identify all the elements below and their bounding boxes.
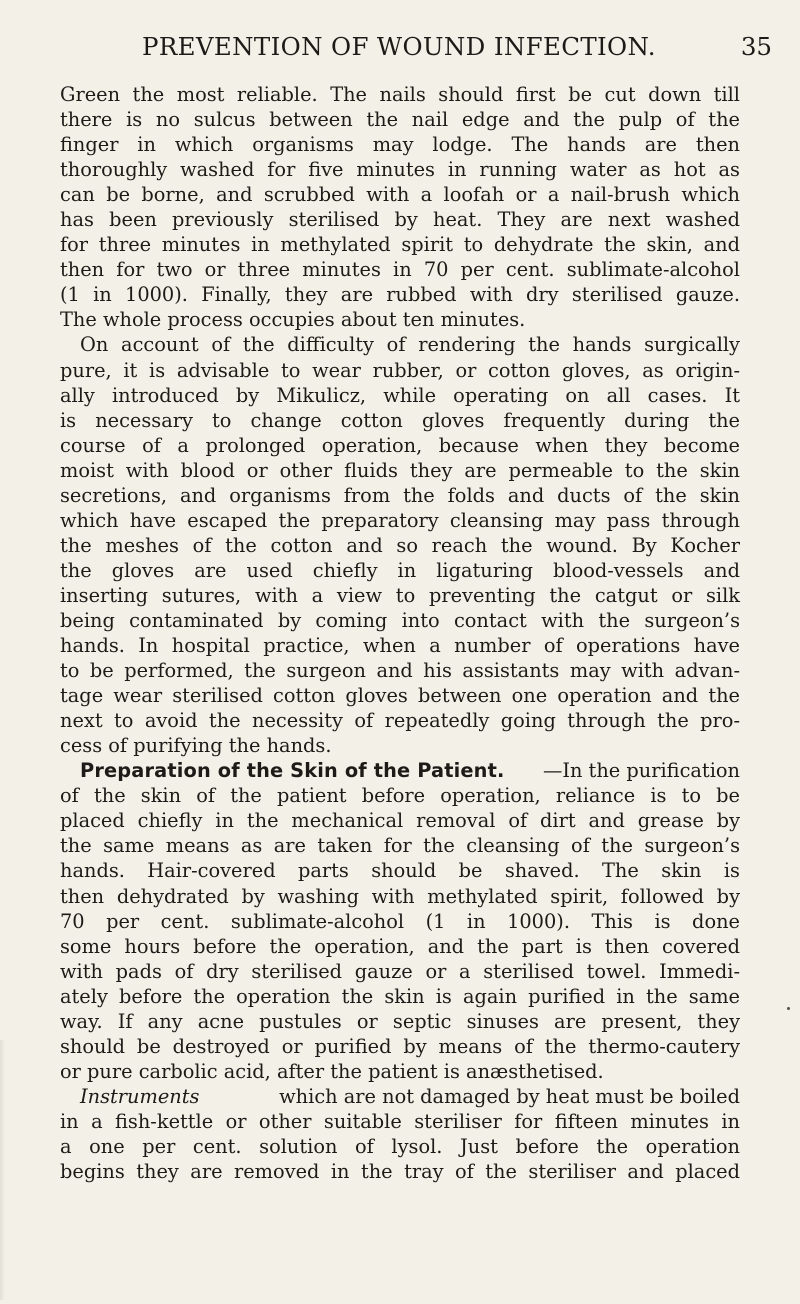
section-heading: Preparation of the Skin of the Patient. <box>80 759 505 783</box>
text-line: Green the most reliable. The nails should first be cut down till <box>60 83 740 106</box>
text-line: should be destroyed or purified by means of the thermo-cautery <box>60 1034 740 1058</box>
text-line: inserting sutures, with a view to preventing the catgut or silk <box>60 583 740 607</box>
text-line: has been previously sterilised by heat. They are next washed <box>60 208 740 232</box>
running-header <box>82 32 772 62</box>
text-line: begins they are removed in the tray of the steriliser and placed <box>60 1160 740 1184</box>
text-line: which have escaped the preparatory cleansing may pass through <box>60 508 740 532</box>
text-line: the same means as are taken for the cleansing of the surgeon’s <box>60 834 740 858</box>
page-number: 35 <box>740 32 772 61</box>
text-line: tage wear sterilised cotton gloves between one operation and the <box>60 684 740 708</box>
text-line: placed chiefly in the mechanical removal of dirt and grease by <box>60 809 740 833</box>
page-edge-shadow <box>0 1040 5 1300</box>
text-line: the gloves are used chiefly in ligaturing blood-vessels and <box>60 558 740 582</box>
text-line: course of a prolonged operation, because when they become <box>60 433 740 457</box>
section-heading-continuation: —In the purification <box>542 759 740 783</box>
text-line: the meshes of the cotton and so reach the wound. By Kocher <box>60 533 740 557</box>
instruments-line <box>60 1084 740 1109</box>
text-line: On account of the difficulty of rendering the hands surgically <box>80 333 740 357</box>
instruments-term: Instruments <box>80 1084 200 1108</box>
margin-mark <box>787 1007 790 1010</box>
text-line: ately before the operation the skin is again purified in the same <box>60 984 740 1008</box>
text-line: thoroughly washed for five minutes in running water as hot as <box>60 158 740 182</box>
text-line: is necessary to change cotton gloves frequently during the <box>60 408 740 432</box>
text-line: The whole process occupies about ten minutes. <box>60 308 526 332</box>
text-line: secretions, and organisms from the folds and ducts of the skin <box>60 483 740 507</box>
text-line: way. If any acne pustules or septic sinuses are present, they <box>60 1009 740 1033</box>
text-line: pure, it is advisable to wear rubber, or cotton gloves, as origin- <box>60 358 740 382</box>
text-line: cess of purifying the hands. <box>60 734 332 758</box>
text-line: or pure carbolic acid, after the patient is anæsthetised. <box>60 1059 604 1083</box>
text-line: hands. In hospital practice, when a number of operations have <box>60 634 740 658</box>
section-heading-line <box>60 758 740 783</box>
text-line: there is no sulcus between the nail edge and the pulp of the <box>60 108 740 132</box>
text-line: (1 in 1000). Finally, they are rubbed with dry sterilised gauze. <box>60 283 740 307</box>
text-line: for three minutes in methylated spirit to dehydrate the skin, and <box>60 233 740 257</box>
text-line: to be performed, the surgeon and his assistants may with advan- <box>60 659 740 683</box>
text-line: with pads of dry sterilised gauze or a sterilised towel. Immedi- <box>60 959 740 983</box>
text-line: hands. Hair-covered parts should be shaved. The skin is <box>60 859 740 883</box>
text-line: being contaminated by coming into contact with the surgeon’s <box>60 608 740 632</box>
body-text <box>60 82 740 1184</box>
text-line: moist with blood or other fluids they are permeable to the skin <box>60 458 740 482</box>
text-line: in a fish-kettle or other suitable steriliser for fifteen minutes in <box>60 1109 740 1133</box>
text-line: 70 per cent. sublimate-alcohol (1 in 1000). This is done <box>60 909 740 933</box>
running-title: PREVENTION OF WOUND INFECTION. <box>142 32 656 61</box>
text-line: a one per cent. solution of lysol. Just before the operation <box>60 1134 740 1158</box>
text-line: can be borne, and scrubbed with a loofah or a nail-brush which <box>60 183 740 207</box>
text-line: some hours before the operation, and the part is then covered <box>60 934 740 958</box>
text-line: of the skin of the patient before operation, reliance is to be <box>60 784 740 808</box>
instruments-continuation: which are not damaged by heat must be boiled <box>272 1084 740 1108</box>
text-line: finger in which organisms may lodge. The hands are then <box>60 133 740 157</box>
text-line: ally introduced by Mikulicz, while operating on all cases. It <box>60 383 740 407</box>
text-line: next to avoid the necessity of repeatedly going through the pro- <box>60 709 740 733</box>
text-line: then dehydrated by washing with methylated spirit, followed by <box>60 884 740 908</box>
text-line: then for two or three minutes in 70 per cent. sublimate-alcohol <box>60 258 740 282</box>
